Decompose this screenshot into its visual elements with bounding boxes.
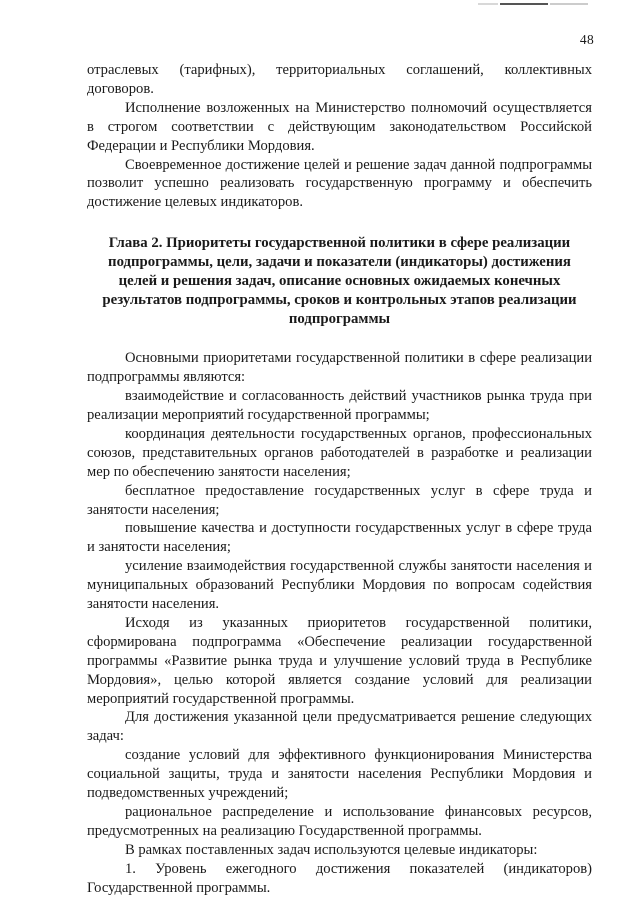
body-paragraph-tasks-intro: Для достижения указанной цели предусматривается решение следующих задач: <box>87 709 592 745</box>
scan-artifact-mark <box>478 2 588 6</box>
intro-paragraph-3: Своевременное достижение целей и решение задач данной подпрограммы позволит успешно реализовать государственную программу и обеспечить достижение целевых индикаторов. <box>87 156 592 211</box>
body-paragraph-task-2: рациональное распределение и использование финансовых ресурсов, предусмотренных на реализацию Государственной программы. <box>87 804 592 839</box>
body-paragraph-strengthening: усиление взаимодействия государственной службы занятости населения и муниципальных образований Республики Мордовия по вопросам содействия занятости населения. <box>87 558 592 613</box>
spacer <box>87 212 592 234</box>
intro-paragraph-2: Исполнение возложенных на Министерство полномочий осуществляется в строгом соответствии с действующим законодательством Российской Федерации и Республики Мордовия. <box>87 99 592 154</box>
body-paragraph-indicator-1: 1. Уровень ежегодного достижения показателей (индикаторов) Государственной программы. <box>87 860 592 896</box>
document-body <box>87 61 592 898</box>
body-paragraph-task-1: создание условий для эффективного функционирования Министерства социальной защиты, труда и занятости населения Республики Мордовия и подведомственных учреждений; <box>87 747 592 802</box>
body-paragraph-priorities: Основными приоритетами государственной политики в сфере реализации подпрограммы являются: <box>87 350 592 386</box>
body-paragraph-quality: повышение качества и доступности государственных услуг в сфере труда и занятости населения; <box>87 520 592 556</box>
body-paragraph-indicators-intro: В рамках поставленных задач используются целевые индикаторы: <box>125 841 538 858</box>
body-paragraph-interaction: взаимодействие и согласованность действий участников рынка труда при реализации мероприятий государственной программы; <box>87 388 592 423</box>
body-paragraph-coordination: координация деятельности государственных органов, профессиональных союзов, представительных органов работодателей в разработке и реализации мер по обеспечению занятости населения; <box>87 425 592 480</box>
intro-paragraph-1: отраслевых (тарифных), территориальных соглашений, коллективных договоров. <box>87 62 592 97</box>
body-paragraph-subprogram: Исходя из указанных приоритетов государственной политики, сформирована подпрограмма «Обеспечение реализации государственной программы «Развитие рынка труда и улучшение условий труда в Республике Мордовия», целью которой является создание условий для реализации мероприятий государственной программы. <box>87 614 592 707</box>
page-number: 48 <box>579 32 594 47</box>
body-paragraph-free-services: бесплатное предоставление государственных услуг в сфере труда и занятости населения; <box>87 482 592 518</box>
spacer <box>87 329 592 349</box>
chapter-heading: Глава 2. Приоритеты государственной политики в сфере реализации подпрограммы, цели, задачи и показатели (индикаторы) достижения целей и решения задач, описание основных ожидаемых конечных результатов подпрограммы, сроков и контрольных этапов реализации подпрограммы <box>102 235 577 328</box>
